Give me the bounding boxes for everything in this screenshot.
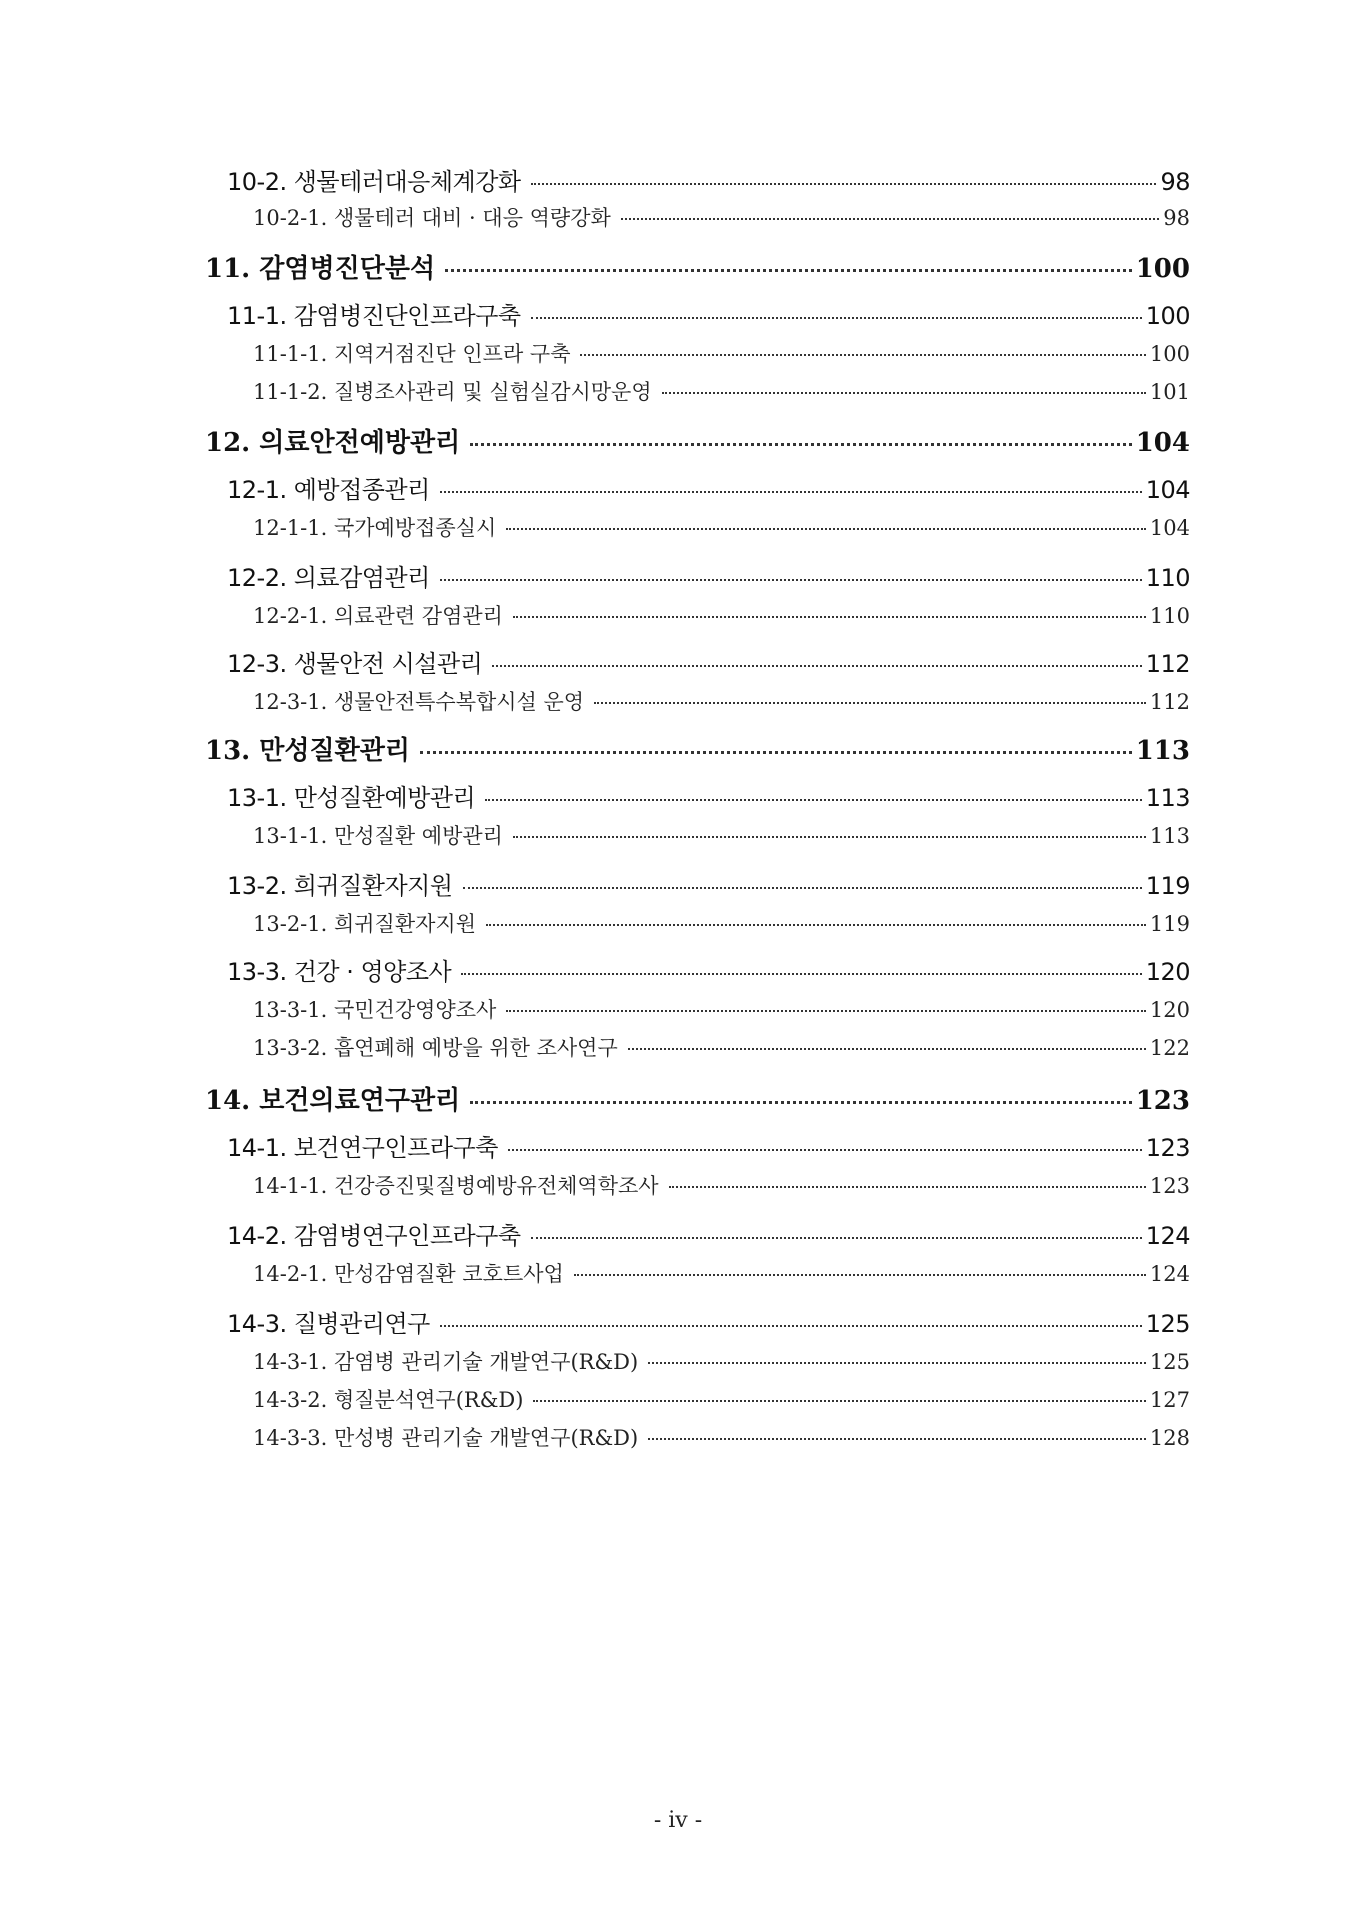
toc-entry-title: 13-2-1. 희귀질환자지원 bbox=[253, 912, 476, 936]
toc-entry-level-2 bbox=[205, 644, 1190, 679]
toc-entry-title: 14-3. 질병관리연구 bbox=[227, 1310, 430, 1338]
dot-leader bbox=[486, 924, 1146, 926]
toc-entry-title: 14-1. 보건연구인프라구축 bbox=[227, 1134, 498, 1162]
dot-leader bbox=[513, 836, 1146, 838]
toc-entry-level-3 bbox=[205, 600, 1190, 630]
toc-entry-page-number: 123 bbox=[1149, 1174, 1190, 1198]
toc-entry-title: 13-3. 건강 · 영양조사 bbox=[227, 958, 452, 986]
dot-leader bbox=[574, 1274, 1146, 1276]
toc-entry-level-3 bbox=[205, 686, 1190, 716]
dot-leader bbox=[594, 702, 1146, 704]
toc-entry-page-number: 101 bbox=[1149, 380, 1190, 404]
toc-entry-title: 12. 의료안전예방관리 bbox=[205, 428, 461, 458]
toc-entry-title: 11-1-1. 지역거점진단 인프라 구축 bbox=[253, 342, 571, 366]
toc-entry-title: 13-1. 만성질환예방관리 bbox=[227, 784, 476, 812]
toc-entry-level-2 bbox=[205, 1128, 1190, 1163]
toc-entry-level-2 bbox=[205, 866, 1190, 901]
toc-entry-page-number: 110 bbox=[1149, 604, 1190, 628]
dot-leader bbox=[628, 1048, 1146, 1050]
toc-entry-page-number: 104 bbox=[1135, 428, 1190, 458]
toc-entry-level-3 bbox=[205, 1258, 1190, 1288]
toc-entry-title: 14-3-3. 만성병 관리기술 개발연구(R&D) bbox=[253, 1426, 639, 1450]
toc-entry-page-number: 110 bbox=[1145, 564, 1190, 592]
toc-entry-title: 12-1-1. 국가예방접종실시 bbox=[253, 516, 497, 540]
dot-leader bbox=[508, 1149, 1142, 1151]
dot-leader bbox=[531, 317, 1142, 319]
dot-leader bbox=[445, 269, 1132, 272]
toc-entry-level-2 bbox=[205, 1304, 1190, 1339]
toc-entry-page-number: 104 bbox=[1145, 476, 1190, 504]
toc-entry-level-3 bbox=[205, 338, 1190, 368]
dot-leader bbox=[669, 1186, 1146, 1188]
toc-entry-title: 14-1-1. 건강증진및질병예방유전체역학조사 bbox=[253, 1174, 659, 1198]
toc-entry-title: 14. 보건의료연구관리 bbox=[205, 1086, 461, 1116]
dot-leader bbox=[461, 973, 1141, 975]
toc-entry-level-2 bbox=[205, 296, 1190, 331]
dot-leader bbox=[485, 799, 1141, 801]
toc-entry-page-number: 113 bbox=[1135, 736, 1190, 766]
toc-entry-level-2 bbox=[205, 162, 1190, 197]
toc-entry-page-number: 120 bbox=[1145, 958, 1190, 986]
dot-leader bbox=[470, 1101, 1132, 1104]
page-number-footer: - iv - bbox=[653, 1808, 703, 1833]
toc-entry-title: 10-2. 생물테러대응체계강화 bbox=[227, 168, 521, 196]
toc-entry-title: 11-1-2. 질병조사관리 및 실험실감시망운영 bbox=[253, 380, 652, 404]
toc-entry-level-2 bbox=[205, 1216, 1190, 1251]
toc-entry-title: 13-1-1. 만성질환 예방관리 bbox=[253, 824, 503, 848]
dot-leader bbox=[580, 354, 1145, 356]
toc-entry-page-number: 125 bbox=[1149, 1350, 1190, 1374]
toc-entry-title: 12-3-1. 생물안전특수복합시설 운영 bbox=[253, 690, 585, 714]
toc-entry-level-3 bbox=[205, 994, 1190, 1024]
toc-entry-level-1 bbox=[205, 422, 1190, 459]
toc-entry-level-1 bbox=[205, 730, 1190, 767]
toc-entry-page-number: 125 bbox=[1145, 1310, 1190, 1338]
toc-entry-level-2 bbox=[205, 778, 1190, 813]
toc-entry-title: 14-2. 감염병연구인프라구축 bbox=[227, 1222, 521, 1250]
toc-entry-page-number: 124 bbox=[1149, 1262, 1190, 1286]
dot-leader bbox=[531, 1237, 1142, 1239]
toc-entry-title: 13. 만성질환관리 bbox=[205, 736, 410, 766]
toc-entry-page-number: 120 bbox=[1149, 998, 1190, 1022]
toc-entry-title: 10-2-1. 생물테러 대비 · 대응 역량강화 bbox=[253, 206, 611, 230]
toc-entry-title: 12-1. 예방접종관리 bbox=[227, 476, 430, 504]
toc-entry-title: 14-3-2. 형질분석연구(R&D) bbox=[253, 1388, 524, 1412]
toc-entry-level-3 bbox=[205, 1032, 1190, 1062]
dot-leader bbox=[506, 528, 1146, 530]
toc-entry-page-number: 113 bbox=[1149, 824, 1190, 848]
dot-leader bbox=[648, 1438, 1146, 1440]
toc-entry-page-number: 123 bbox=[1145, 1134, 1190, 1162]
dot-leader bbox=[662, 392, 1146, 394]
toc-entry-page-number: 122 bbox=[1149, 1036, 1190, 1060]
toc-entry-page-number: 113 bbox=[1145, 784, 1190, 812]
toc-entry-title: 14-3-1. 감염병 관리기술 개발연구(R&D) bbox=[253, 1350, 639, 1374]
dot-leader bbox=[492, 665, 1141, 667]
toc-entry-title: 12-2-1. 의료관련 감염관리 bbox=[253, 604, 503, 628]
toc-entry-page-number: 119 bbox=[1145, 872, 1190, 900]
toc-entry-level-2 bbox=[205, 952, 1190, 987]
toc-entry-level-3 bbox=[205, 1346, 1190, 1376]
toc-entry-page-number: 123 bbox=[1135, 1086, 1190, 1116]
dot-leader bbox=[463, 887, 1142, 889]
toc-entry-level-3 bbox=[205, 908, 1190, 938]
toc-entry-page-number: 100 bbox=[1135, 254, 1190, 284]
toc-entry-page-number: 128 bbox=[1149, 1426, 1190, 1450]
toc-entry-level-3 bbox=[205, 376, 1190, 406]
toc-entry-page-number: 112 bbox=[1145, 650, 1190, 678]
toc-entry-title: 13-3-2. 흡연폐해 예방을 위한 조사연구 bbox=[253, 1036, 618, 1060]
toc-entry-page-number: 98 bbox=[1160, 168, 1190, 196]
toc-entry-page-number: 119 bbox=[1149, 912, 1190, 936]
toc-entry-title: 13-3-1. 국민건강영양조사 bbox=[253, 998, 497, 1022]
dot-leader bbox=[440, 579, 1142, 581]
dot-leader bbox=[420, 751, 1132, 754]
toc-entry-level-3 bbox=[205, 512, 1190, 542]
dot-leader bbox=[648, 1362, 1146, 1364]
toc-entry-level-2 bbox=[205, 470, 1190, 505]
toc-entry-title: 13-2. 희귀질환자지원 bbox=[227, 872, 453, 900]
toc-entry-page-number: 98 bbox=[1163, 206, 1190, 230]
toc-entry-level-3 bbox=[205, 1170, 1190, 1200]
toc-entry-level-2 bbox=[205, 558, 1190, 593]
toc-entry-title: 14-2-1. 만성감염질환 코호트사업 bbox=[253, 1262, 564, 1286]
toc-entry-page-number: 100 bbox=[1145, 302, 1190, 330]
toc-entry-page-number: 127 bbox=[1149, 1388, 1190, 1412]
dot-leader bbox=[531, 183, 1157, 185]
toc-entry-level-1 bbox=[205, 248, 1190, 285]
toc-entry-title: 12-2. 의료감염관리 bbox=[227, 564, 430, 592]
toc-entry-level-3 bbox=[205, 1384, 1190, 1414]
dot-leader bbox=[621, 218, 1159, 220]
toc-entry-level-1 bbox=[205, 1080, 1190, 1117]
toc-entry-page-number: 124 bbox=[1145, 1222, 1190, 1250]
toc-entry-page-number: 112 bbox=[1149, 690, 1190, 714]
dot-leader bbox=[440, 491, 1142, 493]
toc-entry-level-3 bbox=[205, 202, 1190, 232]
toc-entry-page-number: 104 bbox=[1149, 516, 1190, 540]
toc-entry-level-3 bbox=[205, 820, 1190, 850]
toc-entry-page-number: 100 bbox=[1149, 342, 1190, 366]
toc-entry-level-3 bbox=[205, 1422, 1190, 1452]
toc-entry-title: 12-3. 생물안전 시설관리 bbox=[227, 650, 483, 678]
toc-entry-title: 11. 감염병진단분석 bbox=[205, 254, 436, 284]
toc-entry-title: 11-1. 감염병진단인프라구축 bbox=[227, 302, 521, 330]
dot-leader bbox=[506, 1010, 1146, 1012]
dot-leader bbox=[513, 616, 1146, 618]
dot-leader bbox=[533, 1400, 1145, 1402]
dot-leader bbox=[440, 1325, 1142, 1327]
dot-leader bbox=[470, 443, 1132, 446]
